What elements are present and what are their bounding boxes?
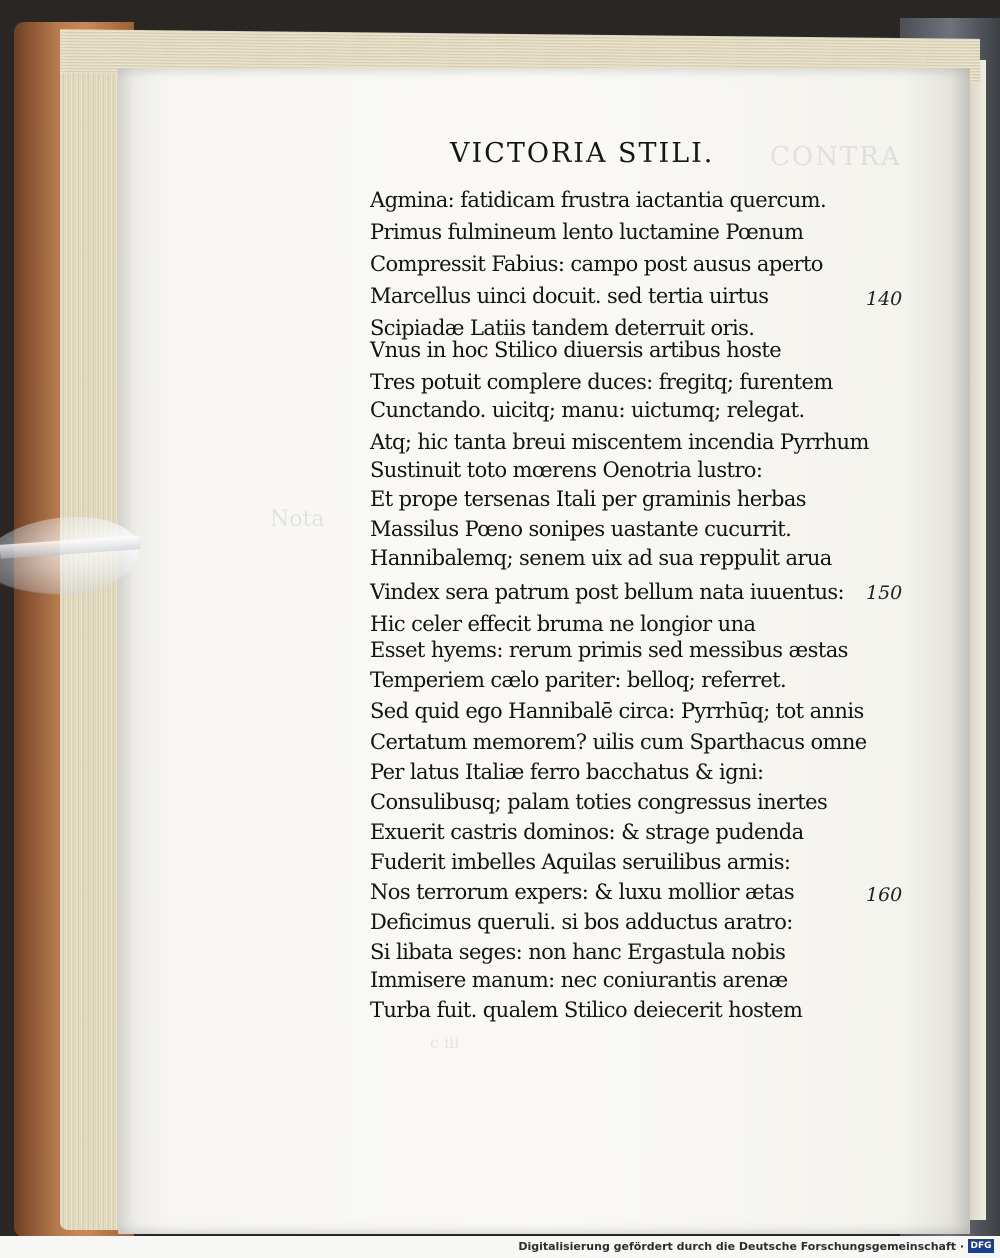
verse-line: Massilus Pœno sonipes uastante cucurrit. xyxy=(370,517,792,541)
verse-line: Primus fulmineum lento luctamine Pœnum xyxy=(370,220,804,244)
verse-line: Vnus in hoc Stilico diuersis artibus hoste xyxy=(370,338,782,362)
funding-notice: Digitalisierung gefördert durch die Deutsche Forschungsgemeinschaft · xyxy=(518,1240,964,1253)
verse-line: Immisere manum: nec coniurantis arenæ xyxy=(370,968,788,992)
verse-line: Cunctando. uicitq; manu: uictumq; relegat. xyxy=(370,398,805,422)
verse-line: Turba fuit. qualem Stilico deiecerit hostem xyxy=(370,998,803,1022)
bleed-through-signature: c iii xyxy=(430,1033,460,1052)
verse-line: Nos terrorum expers: & luxu mollior ætas xyxy=(370,880,795,904)
verse-line: Hic celer effecit bruma ne longior una xyxy=(370,612,756,636)
verse-line: Agmina: fatidicam frustra iactantia quercum. xyxy=(370,188,827,212)
page-header: VICTORIA STILI. xyxy=(450,138,715,169)
verse-line: Si libata seges: non hanc Ergastula nobis xyxy=(370,940,786,964)
line-number: 140 xyxy=(866,288,903,310)
verse-line: Esset hyems: rerum primis sed messibus æstas xyxy=(370,638,848,662)
verse-line: Sustinuit toto mœrens Oenotria lustro: xyxy=(370,458,763,482)
verse-line: Deficimus queruli. si bos adductus aratro: xyxy=(370,910,793,934)
bleed-through-nota: Nota xyxy=(270,507,325,532)
verse-line: Sed quid ego Hannibalē circa: Pyrrhūq; tot annis xyxy=(370,699,864,723)
verse-line: Hannibalemq; senem uix ad sua reppulit arua xyxy=(370,546,832,570)
verse-line: Temperiem cælo pariter: belloq; referret. xyxy=(370,668,787,692)
verse-line: Vindex sera patrum post bellum nata iuuentus: xyxy=(370,580,845,604)
line-number: 160 xyxy=(866,884,903,906)
footer-bar xyxy=(0,1236,1000,1258)
verse-line: Et prope tersenas Itali per graminis herbas xyxy=(370,487,806,511)
verse-line: Per latus Italiæ ferro bacchatus & igni: xyxy=(370,760,764,784)
dfg-logo: DFG xyxy=(968,1239,994,1253)
verse-line: Fuderit imbelles Aquilas seruilibus armis: xyxy=(370,850,791,874)
verse-line: Compressit Fabius: campo post ausus aperto xyxy=(370,252,823,276)
verse-line: Exuerit castris dominos: & strage pudenda xyxy=(370,820,804,844)
verse-line: Scipiadæ Latiis tandem deterruit oris. xyxy=(370,316,755,340)
verse-line: Certatum memorem? uilis cum Sparthacus omne xyxy=(370,730,867,754)
verse-line: Marcellus uinci docuit. sed tertia uirtus xyxy=(370,284,769,308)
bleed-through-title: CONTRA xyxy=(770,142,902,172)
line-number: 150 xyxy=(866,582,903,604)
verse-line: Tres potuit complere duces: fregitq; furentem xyxy=(370,370,833,394)
verse-line: Consulibusq; palam toties congressus inertes xyxy=(370,790,828,814)
verse-line: Atq; hic tanta breui miscentem incendia Pyrrhum xyxy=(370,430,869,454)
